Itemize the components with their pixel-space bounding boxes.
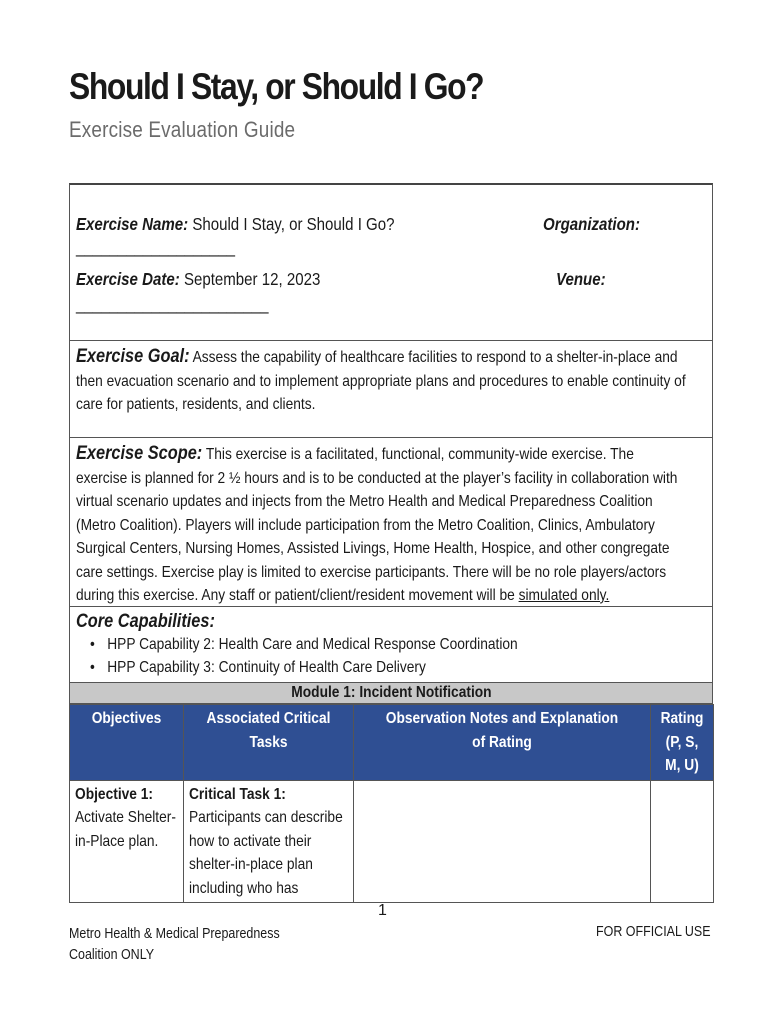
document-title: Should I Stay, or Should I Go? (69, 66, 484, 107)
organization-label: Organization: (543, 214, 640, 234)
exercise-goal-label: Exercise Goal: (76, 346, 190, 367)
column-header-observation-notes: Observation Notes and Explanation of Rating (354, 705, 651, 781)
critical-task-cell (184, 780, 354, 903)
module-title-bar (69, 682, 713, 704)
exercise-goal-box (69, 340, 713, 438)
objective-cell (70, 780, 184, 903)
column-header-rating: Rating (P, S, M, U) (651, 705, 714, 781)
critical-task-label: Critical Task 1: (189, 785, 286, 803)
exercise-scope-label: Exercise Scope: (76, 443, 203, 464)
core-capabilities-box (69, 606, 713, 683)
critical-task-text: Participants can describe how to activate their shelter-in-place plan including who has (189, 809, 343, 897)
exercise-date-blank: _______________________ (76, 294, 269, 314)
rating-cell[interactable] (651, 780, 714, 903)
table-header-row (70, 705, 714, 781)
column-header-objectives: Objectives (70, 705, 184, 781)
footer-left-text: Metro Health & Medical Preparedness Coalition ONLY (69, 926, 280, 963)
bullet-icon: • (90, 659, 95, 676)
exercise-name-value: Should I Stay, or Should I Go? (192, 214, 395, 234)
exercise-name-row (76, 214, 395, 235)
capability-item (90, 636, 518, 654)
exercise-scope-underlined: simulated only. (518, 587, 610, 604)
footer-right-text: FOR OFFICIAL USE (596, 924, 711, 940)
exercise-scope-box (69, 437, 713, 607)
exercise-info-box (69, 183, 713, 341)
capability-item (90, 659, 426, 677)
exercise-goal-paragraph (76, 345, 687, 417)
core-capabilities-title: Core Capabilities: (76, 611, 215, 632)
page-number: 1 (378, 902, 387, 919)
exercise-goal-text: Assess the capability of healthcare facilities to respond to a shelter-in-place and then evacuation scenario and to implement appropriate plans and procedures to enable continuity of care for patients, residents, and clients. (76, 349, 686, 413)
document-subtitle: Exercise Evaluation Guide (69, 117, 296, 142)
exercise-date-value: September 12, 2023 (183, 269, 321, 289)
exercise-name-label: Exercise Name: (76, 214, 189, 234)
column-header-critical-tasks: Associated Critical Tasks (184, 705, 354, 781)
observation-notes-cell[interactable] (354, 780, 651, 903)
bullet-icon: • (90, 636, 95, 653)
venue-label: Venue: (556, 269, 606, 289)
objective-label: Objective 1: (75, 785, 154, 803)
exercise-date-label: Exercise Date: (76, 269, 180, 289)
evaluation-table (69, 704, 714, 903)
capability-text: HPP Capability 3: Continuity of Health Care Delivery (107, 659, 426, 676)
exercise-scope-text: This exercise is a facilitated, functional, community-wide exercise. The exercise is planned for 2 ½ hours and is to be conducted at the player’s facility in collaboration with virtual scenario updates and injects from the Metro Health and Medical Preparedness Coalition (Metro Coalition). Players will include participation from the Metro Coalition, Clinics, Ambulatory Surgical Centers, Nursing Homes, Assisted Livings, Home Health, Hospice, and other congregate care settings. Exercise play is limited to exercise participants. There will be no role players/actors during this exercise. Any staff or patient/client/resident movement will be (76, 446, 678, 604)
objective-text: Activate Shelter-in-Place plan. (75, 809, 176, 850)
exercise-scope-paragraph (76, 442, 687, 608)
capability-text: HPP Capability 2: Health Care and Medical Response Coordination (107, 636, 518, 653)
exercise-name-blank: ___________________ (76, 237, 236, 257)
exercise-date-row (76, 269, 320, 290)
table-row (70, 780, 714, 903)
module-title: Module 1: Incident Notification (290, 684, 492, 701)
